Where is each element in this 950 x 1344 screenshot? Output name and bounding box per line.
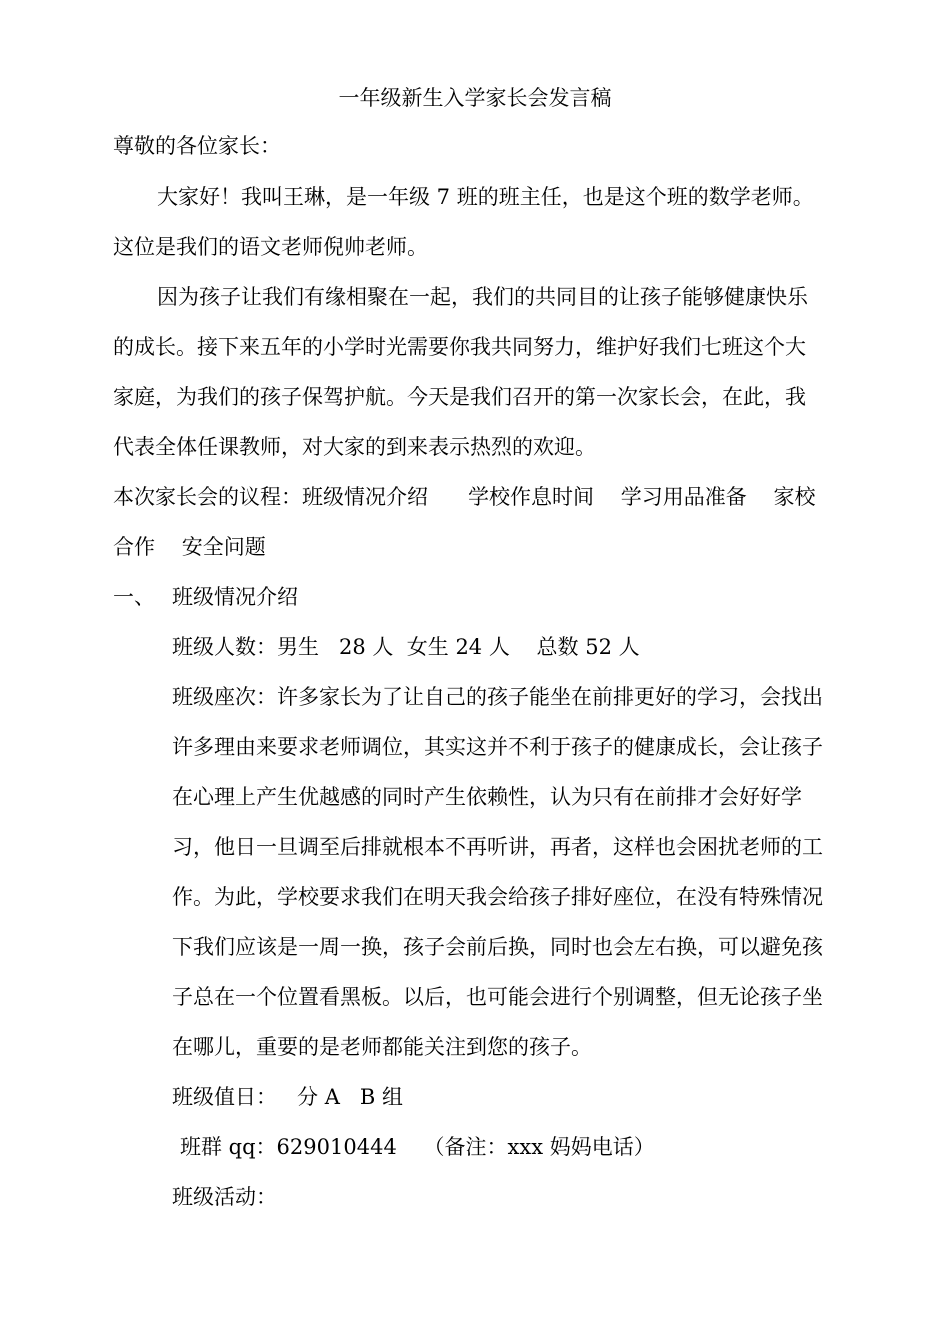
seating-line2: 许多理由来要求老师调位，其实这并不利于孩子的健康成长，会让孩子	[172, 735, 823, 759]
seating-line3: 在心理上产生优越感的同时产生依赖性，认为只有在前排才会好好学	[172, 785, 802, 809]
greeting: 尊敬的各位家长：	[113, 134, 281, 158]
para2-line2: 的成长。接下来五年的小学时光需要你我共同努力，维护好我们七班这个大	[113, 335, 806, 359]
class-qq: 班群 qq：629010444 （备注：xxx 妈妈电话）	[180, 1135, 655, 1159]
seating-line4: 习，他日一旦调至后排就根本不再听讲，再者，这样也会困扰老师的工	[172, 835, 823, 859]
section1-heading: 班级情况介绍	[172, 585, 298, 609]
seating-line6: 下我们应该是一周一换，孩子会前后换，同时也会左右换，可以避免孩	[172, 935, 823, 959]
para1-line1: 大家好！我叫王琳，是一年级 7 班的班主任，也是这个班的数学老师。	[157, 185, 814, 209]
document-title: 一年级新生入学家长会发言稿	[338, 86, 612, 110]
seating-line5: 作。为此，学校要求我们在明天我会给孩子排好座位，在没有特殊情况	[172, 885, 823, 909]
para1-line2: 这位是我们的语文老师倪帅老师。	[113, 235, 428, 259]
agenda-line1: 本次家长会的议程：班级情况介绍 学校作息时间 学习用品准备 家校	[113, 485, 816, 509]
para2-line4: 代表全体任课教师，对大家的到来表示热烈的欢迎。	[113, 435, 596, 459]
seating-line7: 子总在一个位置看黑板。以后，也可能会进行个别调整，但无论孩子坐	[172, 985, 823, 1009]
class-duty: 班级值日： 分 A B 组	[172, 1085, 403, 1109]
class-activities: 班级活动：	[172, 1185, 277, 1209]
seating-line8: 在哪儿，重要的是老师都能关注到您的孩子。	[172, 1035, 592, 1059]
agenda-line2: 合作 安全问题	[113, 535, 266, 559]
seating-line1: 班级座次：许多家长为了让自己的孩子能坐在前排更好的学习，会找出	[172, 685, 823, 709]
para2-line1: 因为孩子让我们有缘相聚在一起，我们的共同目的让孩子能够健康快乐	[157, 285, 808, 309]
class-size: 班级人数：男生 28 人 女生 24 人 总数 52 人	[172, 635, 640, 659]
para2-line3: 家庭，为我们的孩子保驾护航。今天是我们召开的第一次家长会，在此，我	[113, 385, 806, 409]
section1-number: 一、	[113, 585, 155, 609]
